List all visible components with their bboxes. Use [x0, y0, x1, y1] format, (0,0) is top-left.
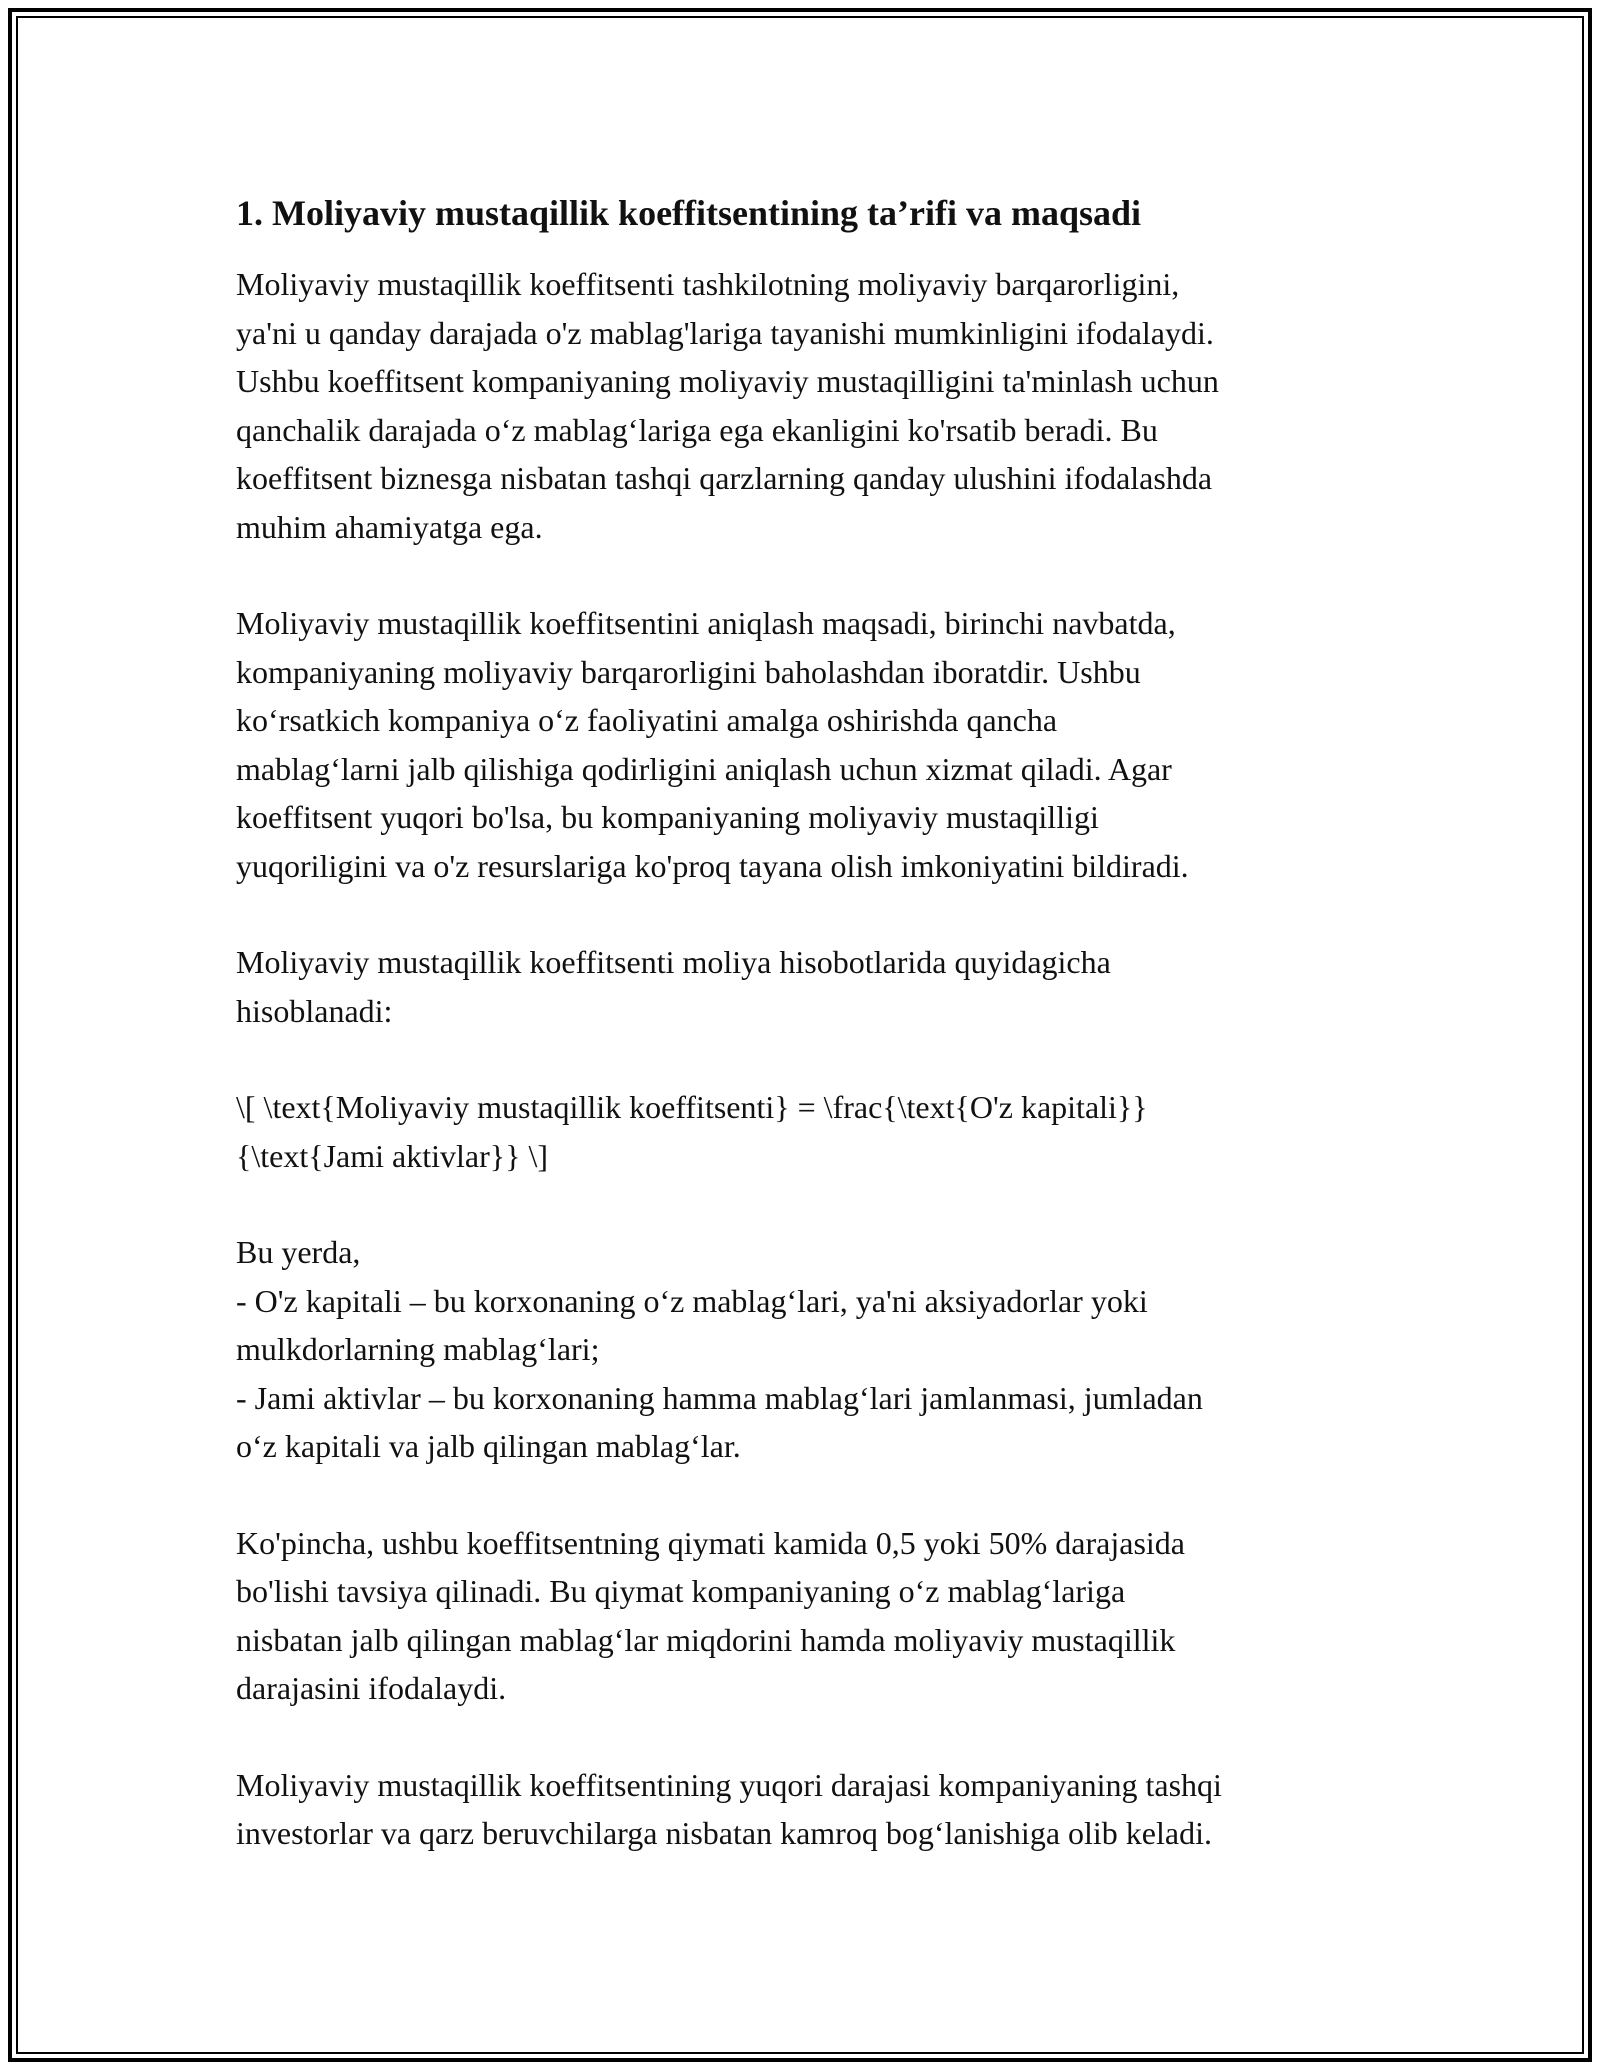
text-line: bo'lishi tavsiya qilinadi. Bu qiymat kompaniyaning o‘z mablag‘lariga	[236, 1573, 1126, 1609]
text-line: Ko'pincha, ushbu koeffitsentning qiymati kamida 0,5 yoki 50% darajasida	[236, 1524, 1185, 1561]
paragraph-definition	[236, 260, 1386, 551]
text-line: kompaniyaning moliyaviy barqarorligini baholashdan iboratdir. Ushbu	[236, 653, 1141, 690]
text-line: investorlar va qarz beruvchilarga nisbatan kamroq bog‘lanishiga olib keladi.	[236, 1815, 1212, 1851]
text-line: Ushbu koeffitsent kompaniyaning moliyaviy mustaqilligini ta'minlash uchun	[236, 363, 1219, 399]
paragraph-recommended-value	[236, 1519, 1386, 1713]
paragraph-definitions-list	[236, 1228, 1386, 1471]
list-item: - O'z kapitali – bu korxonaning o‘z mablag‘lari, ya'ni aksiyadorlar yoki	[236, 1282, 1148, 1319]
text-line: nisbatan jalb qilingan mablag‘lar miqdorini hamda moliyaviy mustaqillik	[236, 1621, 1176, 1658]
text-line: muhim ahamiyatga ega.	[236, 508, 543, 545]
list-item: - Jami aktivlar – bu korxonaning hamma mablag‘lari jamlanmasi, jumladan	[236, 1379, 1203, 1416]
text-line: ya'ni u qanday darajada o'z mablag'lariga tayanishi mumkinligini ifodalaydi.	[236, 314, 1214, 351]
document-page	[236, 186, 1386, 1906]
paragraph-purpose	[236, 599, 1386, 890]
text-line: mablag‘larni jalb qilishiga qodirligini aniqlash uchun xizmat qiladi. Agar	[236, 750, 1172, 787]
text-line: Moliyaviy mustaqillik koeffitsenti moliya hisobotlarida quyidagicha	[236, 944, 1111, 980]
document-title: 1. Moliyaviy mustaqillik koeffitsentining ta’rifi va maqsadi	[236, 193, 1142, 233]
paragraph-calculation-intro	[236, 938, 1386, 1035]
text-line: o‘z kapitali va jalb qilingan mablag‘lar.	[236, 1428, 741, 1464]
text-line: koeffitsent biznesga nisbatan tashqi qarzlarning qanday ulushini ifodalashda	[236, 460, 1213, 496]
formula-line: \[ \text{Moliyaviy mustaqillik koeffitsenti} = \frac{\text{O'z kapitali}}	[236, 1089, 1148, 1125]
text-line: Moliyaviy mustaqillik koeffitsenti tashkilotning moliyaviy barqarorligini,	[236, 266, 1180, 302]
formula-block	[236, 1083, 1386, 1180]
text-line: Moliyaviy mustaqillik koeffitsentini aniqlash maqsadi, birinchi navbatda,	[236, 605, 1176, 641]
text-line: yuqoriligini va o'z resurslariga ko'proq tayana olish imkoniyatini bildiradi.	[236, 847, 1189, 884]
paragraph-conclusion	[236, 1761, 1386, 1858]
text-line: hisoblanadi:	[236, 992, 393, 1029]
text-line: Bu yerda,	[236, 1234, 361, 1270]
formula-line: {\text{Jami aktivlar}} \]	[236, 1137, 549, 1174]
text-line: qanchalik darajada o‘z mablag‘lariga ega ekanligini ko'rsatib beradi. Bu	[236, 411, 1158, 448]
text-line: darajasini ifodalaydi.	[236, 1670, 507, 1706]
text-line: Moliyaviy mustaqillik koeffitsentining yuqori darajasi kompaniyaning tashqi	[236, 1766, 1222, 1803]
text-line: ko‘rsatkich kompaniya o‘z faoliyatini amalga oshirishda qancha	[236, 702, 1058, 738]
text-line: koeffitsent yuqori bo'lsa, bu kompaniyaning moliyaviy mustaqilligi	[236, 799, 1099, 835]
text-line: mulkdorlarning mablag‘lari;	[236, 1331, 600, 1367]
